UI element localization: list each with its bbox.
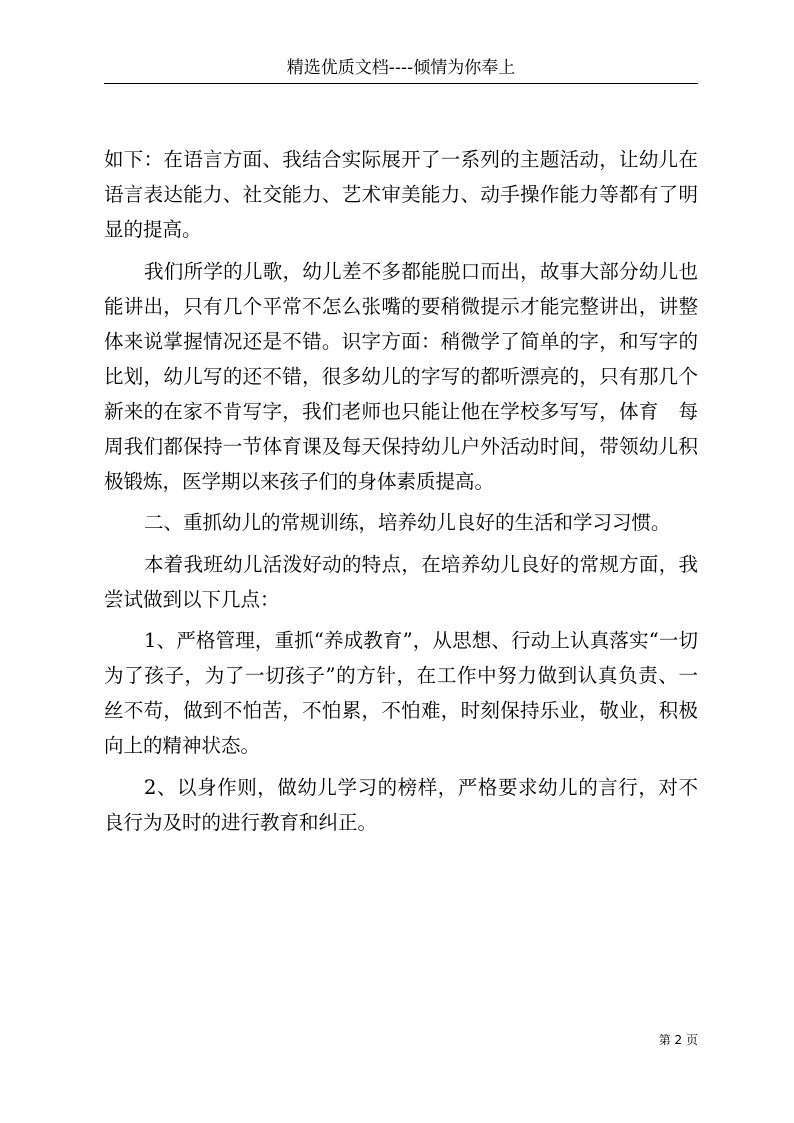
paragraph-5: 1、严格管理，重抓“养成教育”，从思想、行动上认真落实“一切为了孩子，为了一切孩子”的方针，在工作中努力做到认真负责、一丝不苟，做到不怕苦，不怕累，不怕难，时刻保持乐业，敬业，积极向上的精神状态。	[104, 629, 698, 757]
header-divider	[104, 83, 698, 84]
paragraph-3: 二、重抓幼儿的常规训练，培养幼儿良好的生活和学习习惯。	[144, 511, 671, 534]
page-header: 精选优质文档----倾情为你奉上	[286, 58, 516, 78]
paragraph-2: 我们所学的儿歌，幼儿差不多都能脱口而出，故事大部分幼儿也能讲出，只有几个平常不怎么张嘴的要稍微提示才能完整讲出，讲整体来说掌握情况还是不错。识字方面：稍微学了简单的字，和写字的比划，幼儿写的还不错，很多幼儿的字写的都听漂亮的，只有那几个新来的在家不肯写字，我们老师也只能让他在学校多写写，体育 每周我们都保持一节体育课及每天保持幼儿户外活动时间，带领幼儿积极锻炼，医学期以来孩子们的身体素质提高。	[104, 259, 698, 493]
paragraph-1: 如下：在语言方面、我结合实际展开了一系列的主题活动，让幼儿在语言表达能力、社交能力、艺术审美能力、动手操作能力等都有了明显的提高。	[104, 148, 698, 241]
paragraph-6: 2、以身作则，做幼儿学习的榜样，严格要求幼儿的言行，对不良行为及时的进行教育和纠正。	[104, 775, 698, 834]
paragraph-4: 本着我班幼儿活泼好动的特点，在培养幼儿良好的常规方面，我尝试做到以下几点：	[104, 552, 698, 611]
document-body	[104, 142, 698, 840]
page-number: 第 2 页	[658, 1033, 698, 1047]
